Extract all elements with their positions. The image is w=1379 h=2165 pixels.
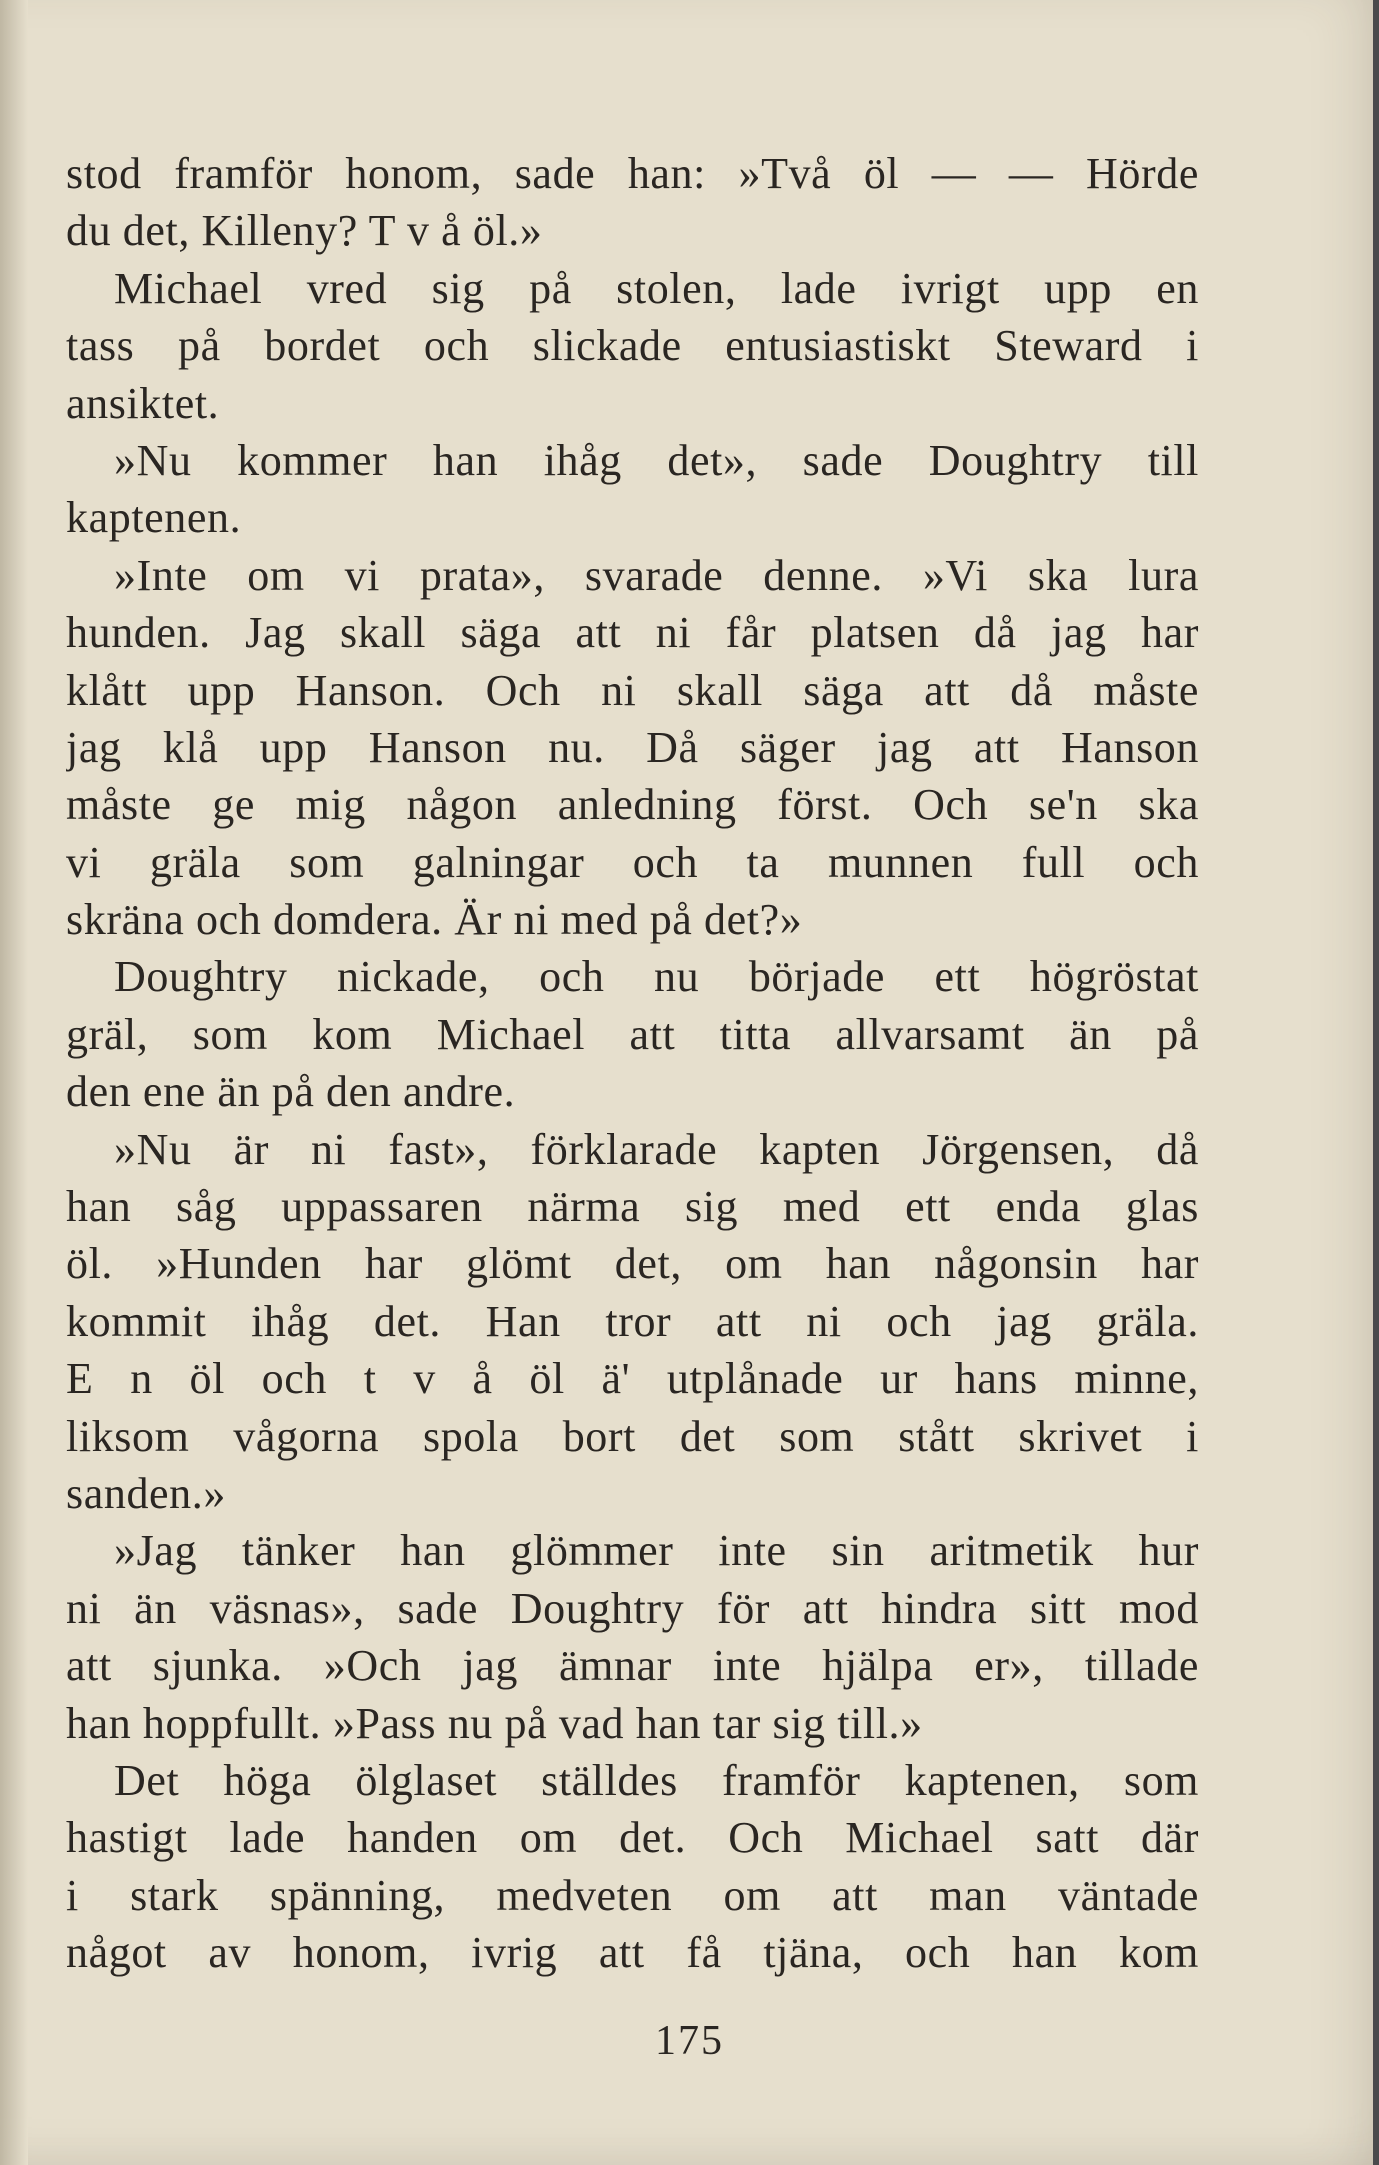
text-line: jag klå upp Hanson nu. Då säger jag att Hanson — [66, 722, 1199, 772]
spine-shadow — [0, 0, 28, 2165]
text-line: »Jag tänker han glömmer inte sin aritmetik hur — [114, 1526, 1199, 1576]
text-line: vi gräla som galningar och ta munnen full och — [66, 837, 1199, 887]
text-line: E n öl och t v å öl ä' utplånade ur hans minne, — [66, 1354, 1199, 1404]
text-line: stod framför honom, sade han: »Två öl — — Hörde — [66, 149, 1199, 198]
text-line: klått upp Hanson. Och ni skall säga att då måste — [66, 665, 1199, 715]
text-line: ni än väsnas», sade Doughtry för att hindra sitt mod — [66, 1583, 1199, 1633]
text-line: den ene än på den andre. — [66, 1067, 516, 1117]
text-line: i stark spänning, medveten om att man väntade — [66, 1870, 1199, 1920]
page-edge — [1373, 0, 1379, 2165]
text-line: »Nu kommer han ihåg det», sade Doughtry till — [114, 435, 1199, 485]
text-line: måste ge mig någon anledning först. Och se'n ska — [66, 780, 1199, 830]
text-line: öl. »Hunden har glömt det, om han någonsin har — [66, 1239, 1199, 1289]
body-text — [66, 145, 1199, 1982]
text-line: Doughtry nickade, och nu började ett högröstat — [114, 952, 1199, 1002]
text-line: något av honom, ivrig att få tjäna, och han kom — [66, 1928, 1199, 1978]
text-line: »Nu är ni fast», förklarade kapten Jörgensen, då — [114, 1124, 1199, 1174]
text-line: Det höga ölglaset ställdes framför kaptenen, som — [114, 1755, 1199, 1805]
text-line: kaptenen. — [66, 493, 242, 543]
text-line: gräl, som kom Michael att titta allvarsamt än på — [66, 1009, 1199, 1059]
text-line: sanden.» — [66, 1468, 226, 1518]
text-line: du det, Killeny? T v å öl.» — [66, 206, 543, 256]
text-line: tass på bordet och slickade entusiastiskt Steward i — [66, 321, 1199, 371]
text-line: »Inte om vi prata», svarade denne. »Vi ska lura — [114, 550, 1199, 600]
text-line: liksom vågorna spola bort det som stått skrivet i — [66, 1411, 1199, 1461]
text-line: hunden. Jag skall säga att ni får platsen då jag har — [66, 608, 1199, 658]
text-line: ansiktet. — [66, 378, 220, 428]
text-line: kommit ihåg det. Han tror att ni och jag gräla. — [66, 1296, 1199, 1346]
text-line: att sjunka. »Och jag ämnar inte hjälpa er», tillade — [66, 1641, 1199, 1691]
text-line: skräna och domdera. Är ni med på det?» — [66, 895, 803, 945]
text-line: Michael vred sig på stolen, lade ivrigt upp en — [114, 263, 1199, 313]
page-number: 175 — [655, 2018, 724, 2064]
text-line: hastigt lade handen om det. Och Michael satt där — [66, 1813, 1199, 1863]
text-line: han såg uppassaren närma sig med ett enda glas — [66, 1182, 1199, 1232]
text-line: han hoppfullt. »Pass nu på vad han tar sig till.» — [66, 1698, 923, 1748]
